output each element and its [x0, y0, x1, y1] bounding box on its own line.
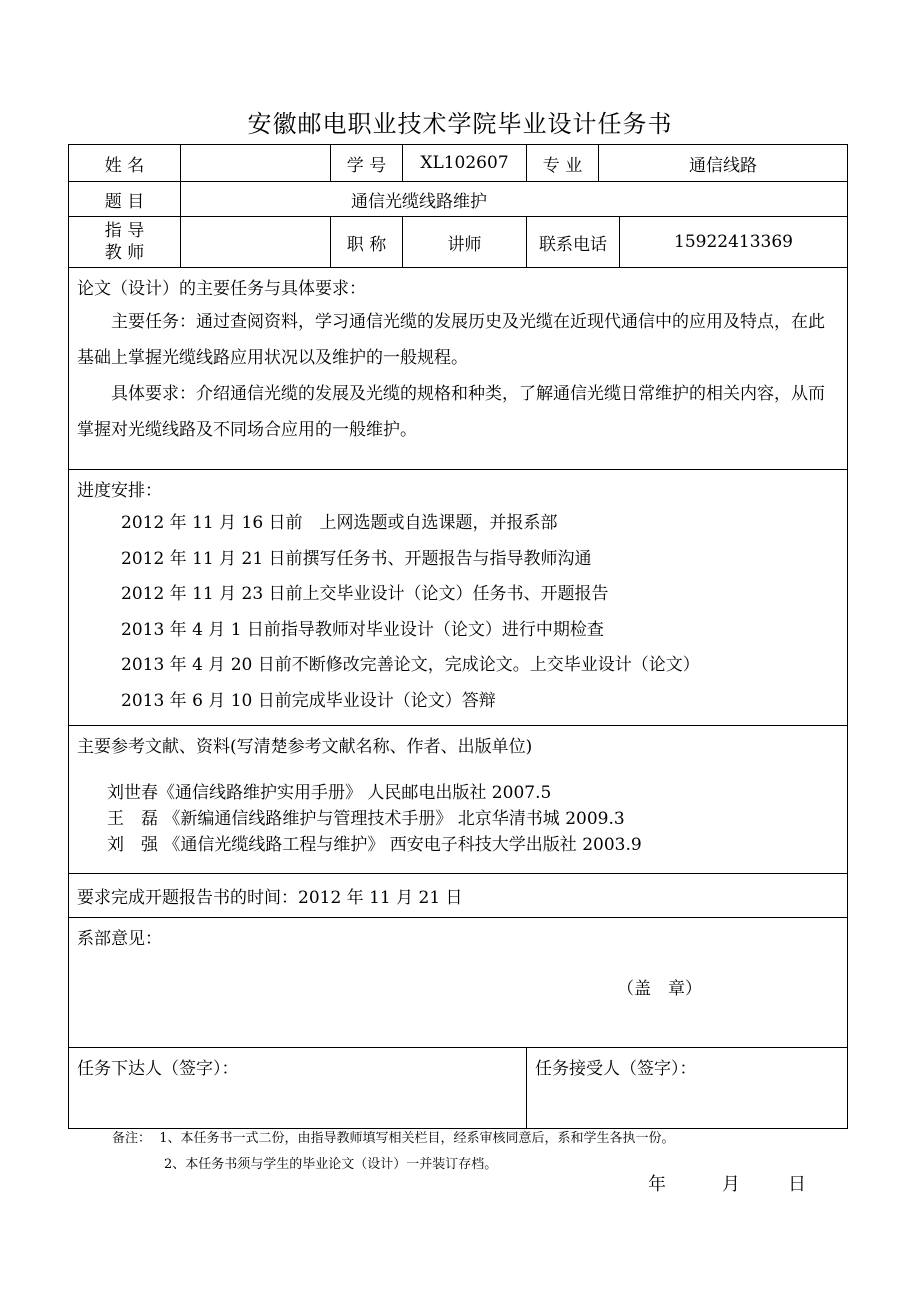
- position-title-field[interactable]: 讲师: [403, 217, 527, 268]
- task-form-table: [68, 144, 848, 1129]
- note-line-1: [112, 1126, 675, 1152]
- note-2: 2、本任务书须与学生的毕业论文（设计）一并装订存档。: [164, 1157, 498, 1172]
- references-section: [69, 726, 848, 874]
- advisor-field[interactable]: [181, 217, 331, 268]
- row-deadline: [69, 874, 848, 918]
- tasks-heading: 论文（设计）的主要任务与具体要求：: [77, 279, 366, 299]
- topic-label: 题 目: [69, 182, 181, 217]
- row-schedule: [69, 470, 848, 726]
- seal-text: （盖 章）: [617, 979, 702, 999]
- schedule-item: 2013 年 6 月 10 日前完成毕业设计（论文）答辩: [121, 690, 496, 711]
- reference-item: 刘世春《通信线路维护实用手册》 人民邮电出版社 2007.5: [107, 783, 552, 803]
- note-1: 1、本任务书一式二份，由指导教师填写相关栏目，经系审核同意后，系和学生各执一份。: [159, 1131, 675, 1146]
- notes-prefix: 备注：: [112, 1131, 152, 1146]
- row-tasks: [69, 268, 848, 470]
- student-id-label: 学 号: [331, 145, 403, 182]
- advisor-label: [69, 217, 181, 268]
- row-signatures: [69, 1048, 848, 1129]
- schedule-heading: 进度安排：: [77, 481, 162, 501]
- issuer-signature-label: 任务下达人（签字）：: [77, 1059, 239, 1079]
- phone-label: 联系电话: [539, 234, 607, 255]
- row-advisor: [69, 217, 848, 268]
- phone-field[interactable]: 15922413369: [619, 217, 847, 267]
- phone-cell: [527, 217, 848, 268]
- main-task-text: 主要任务：通过查阅资料，学习通信光缆的发展历史及光缆在近现代通信中的应用及特点，在此基础上掌握光缆线路应用状况以及维护的一般规程。: [77, 312, 825, 368]
- references-heading: 主要参考文献、资料(写清楚参考文献名称、作者、出版单位): [77, 737, 533, 757]
- major-field[interactable]: 通信线路: [599, 145, 848, 182]
- student-id-field[interactable]: XL102607: [403, 145, 527, 182]
- schedule-item: 2013 年 4 月 1 日前指导教师对毕业设计（论文）进行中期检查: [121, 619, 604, 640]
- deadline-text: 要求完成开题报告书的时间：2012 年 11 月 21 日: [69, 874, 848, 918]
- row-topic: [69, 182, 848, 217]
- schedule-item: 2012 年 11 月 21 日前撰写任务书、开题报告与指导教师沟通: [121, 548, 592, 569]
- schedule-item: 2013 年 4 月 20 日前不断修改完善论文，完成论文。上交毕业设计（论文）: [121, 655, 700, 675]
- advisor-label-line2: 教 师: [104, 243, 145, 263]
- advisor-label-line1: 指 导: [104, 221, 145, 241]
- position-title-label: 职 称: [331, 217, 403, 268]
- receiver-signature-field[interactable]: [527, 1048, 848, 1129]
- department-opinion-label: 系部意见：: [77, 929, 162, 949]
- date-year: 年: [648, 1174, 666, 1195]
- major-label: 专 业: [527, 145, 599, 182]
- document-title: 安徽邮电职业技术学院毕业设计任务书: [247, 110, 673, 138]
- schedule-section: [69, 470, 848, 726]
- schedule-item: 2012 年 11 月 16 日前 上网选题或自选课题，并报系部: [121, 513, 558, 533]
- date-month: 月: [722, 1174, 740, 1195]
- reference-item: 刘 强 《通信光缆线路工程与维护》 西安电子科技大学出版社 2003.9: [107, 835, 642, 855]
- topic-field[interactable]: 通信光缆线路维护: [181, 182, 848, 217]
- row-department: [69, 918, 848, 1048]
- date-day: 日: [788, 1174, 806, 1195]
- name-label: 姓 名: [69, 145, 181, 182]
- row-student-info: [69, 145, 848, 182]
- reference-item: 王 磊 《新编通信线路维护与管理技术手册》 北京华清书城 2009.3: [107, 809, 625, 829]
- receiver-signature-label: 任务接受人（签字）：: [535, 1059, 697, 1079]
- row-references: [69, 726, 848, 874]
- department-section: [69, 918, 848, 1048]
- issuer-signature-field[interactable]: [69, 1048, 527, 1129]
- requirements-text: 具体要求：介绍通信光缆的发展及光缆的规格和种类，了解通信光缆日常维护的相关内容，从而掌握对光缆线路及不同场合应用的一般维护。: [77, 384, 825, 440]
- schedule-item: 2012 年 11 月 23 日前上交毕业设计（论文）任务书、开题报告: [121, 584, 609, 604]
- tasks-section: [69, 268, 848, 470]
- name-field[interactable]: [181, 145, 331, 182]
- notes: [112, 1126, 675, 1178]
